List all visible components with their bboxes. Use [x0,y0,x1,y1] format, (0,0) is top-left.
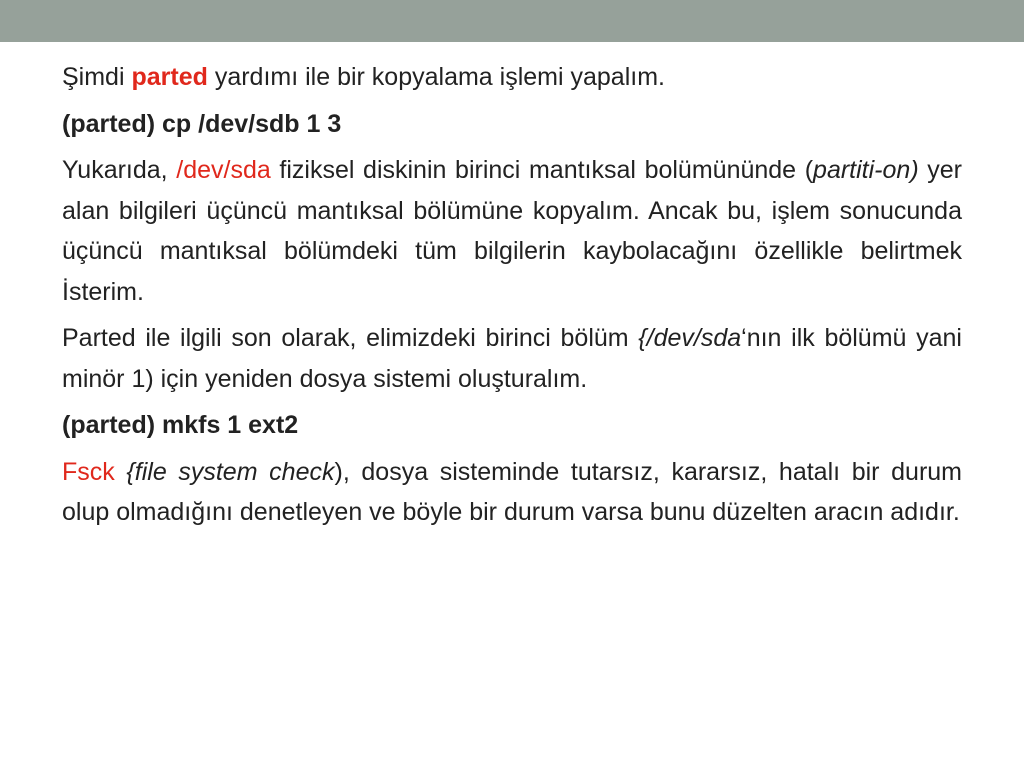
slide-body [62,57,962,539]
fsck-term: {file system check [126,457,335,486]
copy-explanation-paragraph [62,150,962,312]
mkfs-intro-lead: Parted ile ilgili son olarak, elimizdeki birinci bölüm [62,324,639,352]
fsck-gap [115,458,127,486]
partition-term: partiti-on) [813,156,919,184]
explanation-mid: fiziksel diskinin birinci mantıksal bolümününde ( [270,156,814,184]
intro-text: Şimdi [62,63,132,91]
explanation-rest: yer alan bilgileri üçüncü mantıksal bölümüne kopyalım. Ancak bu, işlem sonucunda üçüncü mantıksal bölümdeki tüm bilgilerin kaybolacağını özellikle belirtmek İsterim. [62,156,962,306]
explanation-lead: Yukarıda, [62,156,177,184]
fsck-paragraph [62,452,962,533]
command-mkfs: (parted) mkfs 1 ext2 [62,411,299,439]
slide-header-band [0,0,1024,42]
fsck-description: ), dosya sisteminde tutarsız, kararsız, hatalı bir durum olup olmadığını denetleyen ve böyle bir durum varsa bunu düzelten aracın adıdır. [62,457,962,526]
command-copy: (parted) cp /dev/sdb 1 3 [62,109,342,138]
mkfs-intro-rest: ‘nın ilk bölümü yani minör 1) için yeniden dosya sistemi oluşturalım. [62,324,962,393]
fsck-keyword: Fsck [62,457,115,486]
parted-keyword: parted [131,63,208,91]
intro-text-rest: yardımı ile bir kopyalama işlemi yapalım. [207,63,665,91]
mkfs-intro-paragraph [62,318,962,399]
device-name: /dev/sda [176,156,271,184]
device-name-italic: {/dev/sda [638,324,742,352]
intro-paragraph [62,57,962,98]
